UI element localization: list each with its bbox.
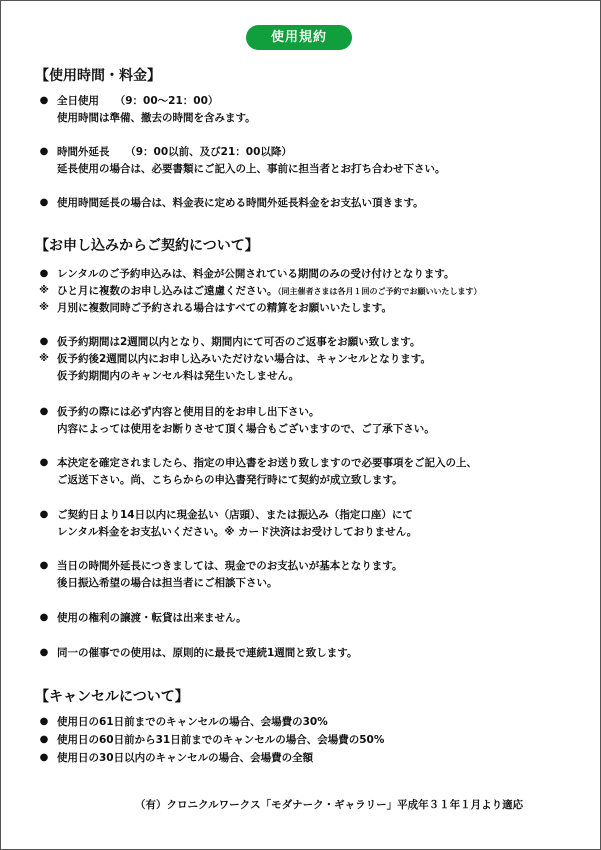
bullet-icon: ● — [39, 457, 49, 468]
term-item: 内容によっては使用をお断りさせて頂く場合もございますので、ご了承下さい。 — [57, 423, 435, 435]
bullet-icon: ● — [39, 752, 49, 763]
bullet-icon: ● — [39, 146, 49, 157]
term-item: 使用日の61日前までのキャンセルの場合、会場費の30% — [57, 716, 328, 728]
bullet-icon: ● — [39, 336, 49, 347]
term-item: 使用日の30日以内のキャンセルの場合、会場費の全額 — [57, 752, 314, 764]
term-item-note: （同主催者さまは各月１回のご予約でお願いいたします） — [277, 287, 482, 296]
term-item: 使用日の60日前から31日前までのキャンセルの場合、会場費の50% — [57, 734, 385, 746]
term-item: ご契約日より14日以内に現金払い（店頭）、または振込み（指定口座）にて — [57, 509, 413, 521]
term-item: 使用時間延長の場合は、料金表に定める時間外延長料金をお支払い頂きます。 — [57, 197, 424, 209]
bullet-icon: ● — [39, 647, 49, 658]
bullet-icon: ● — [39, 560, 49, 571]
bullet-icon: ● — [39, 509, 49, 520]
page-title: 使用規約 — [246, 25, 352, 50]
bullet-icon: ● — [39, 734, 49, 745]
section-heading-application-contract: 【お申し込みからご契約について】 — [35, 238, 259, 254]
term-item: ご返送下さい。尚、こちらからの申込書発行時にて契約が成立致します。 — [57, 474, 403, 486]
term-item: 延長使用の場合は、必要書類にご記入の上、事前に担当者とお打ち合わせ下さい。 — [57, 163, 446, 175]
term-item: 全日使用 （9：00～21：00） — [57, 95, 219, 107]
term-item: 時間外延長 （9：00以前、及び21：00以降） — [57, 146, 292, 158]
bullet-icon: ● — [39, 268, 49, 279]
term-item: 使用の権利の譲渡・転貸は出来ません。 — [57, 612, 247, 624]
term-item: レンタルのご予約申込みは、料金が公開されている期間のみの受け付けとなります。 — [57, 268, 455, 280]
note-mark-icon: ※ — [39, 302, 49, 313]
note-mark-icon: ※ — [39, 353, 49, 364]
bullet-icon: ● — [39, 197, 49, 208]
term-item: 同一の催事での使用は、原則的に最長で連続1週間と致します。 — [57, 647, 358, 659]
note-mark-icon: ※ — [39, 285, 49, 296]
bullet-icon: ● — [39, 612, 49, 623]
section-heading-hours-fees: 【使用時間・料金】 — [35, 68, 161, 84]
section-heading-cancellation: 【キャンセルについて】 — [35, 689, 189, 705]
term-item-text: ひと月に複数のお申し込みはご遠慮ください。 — [57, 285, 278, 297]
bullet-icon: ● — [39, 406, 49, 417]
term-item: レンタル料金をお支払いください。※ カード決済はお受けしておりません。 — [57, 526, 418, 538]
bullet-icon: ● — [39, 716, 49, 727]
term-item: 使用時間は準備、撤去の時間を含みます。 — [57, 112, 256, 124]
footer-note: （有）クロニクルワークス「モダナーク・ギャラリー」平成年３１年１月より適応 — [135, 799, 524, 811]
term-item: 仮予約後2週間以内にお申し込みいただけない場合は、キャンセルとなります。 — [57, 353, 431, 365]
term-item: 当日の時間外延長につきましては、現金でのお支払いが基本となります。 — [57, 560, 403, 572]
term-item: 仮予約期間内のキャンセル料は発生いたしません。 — [57, 370, 300, 382]
term-item: 本決定を確定されましたら、指定の申込書をお送り致しますので必要事項をご記入の上、 — [57, 457, 477, 469]
bullet-icon: ● — [39, 95, 49, 106]
term-item: 仮予約の際には必ず内容と使用目的をお申し出下さい。 — [57, 406, 320, 418]
term-item: 後日振込希望の場合は担当者にご相談下さい。 — [57, 577, 278, 589]
term-item: 仮予約期間は2週間以内となり、期間内にて可否のご返事をお願い致します。 — [57, 336, 421, 348]
term-item: 月別に複数同時ご予約される場合はすべての精算をお願いいたします。 — [57, 302, 392, 314]
term-item — [57, 283, 482, 300]
